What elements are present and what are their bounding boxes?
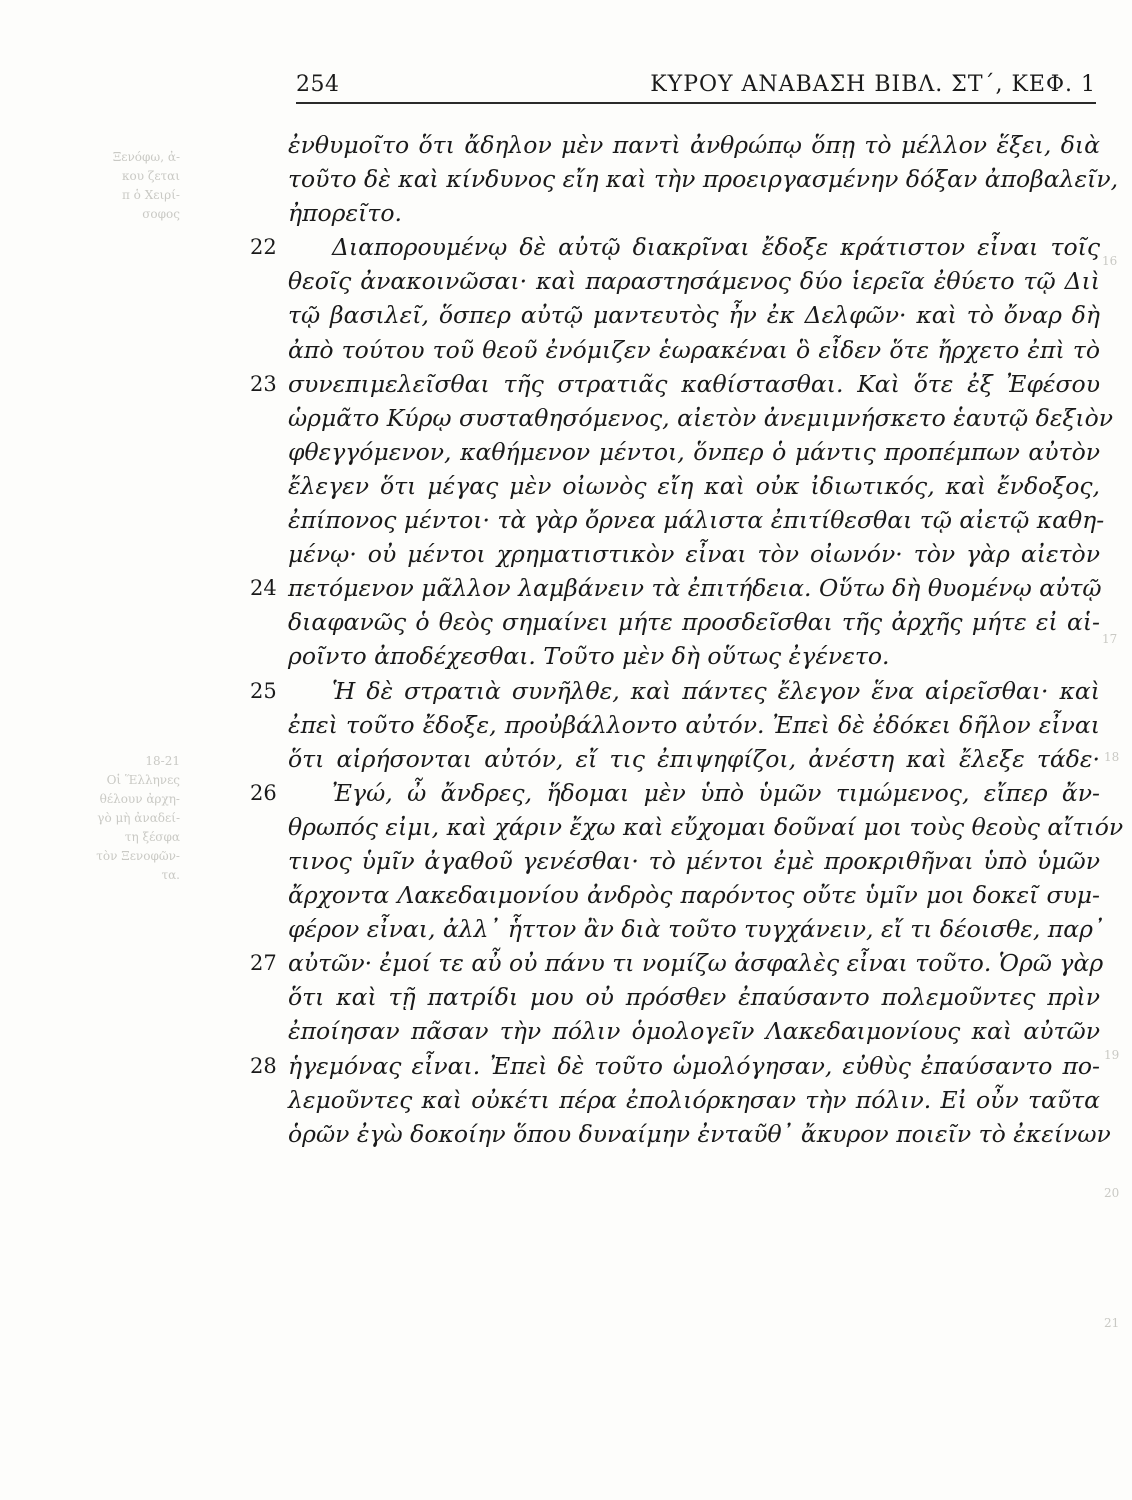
line-text: ὅτι καὶ τῇ πατρίδι μου οὐ πρόσθεν ἐπαύσαντο πολεμοῦντες πρὶν xyxy=(288,983,1100,1012)
line-text: λεμοῦντες καὶ οὐκέτι πέρα ἐπολιόρκησαν τὴν πόλιν. Εἰ οὖν ταῦτα xyxy=(288,1085,1100,1114)
line-text: ἐπίπονος μέντοι· τὰ γὰρ ὄρνεα μάλιστα ἐπιτίθεσθαι τῷ αἰετῷ καθη- xyxy=(288,506,1105,535)
text-line xyxy=(0,404,1132,438)
bleed-number: 16 xyxy=(1102,254,1118,268)
margin-note-top: Ξενόφω, ἀ- κου ζεται π ὁ Χειρί- σοφος xyxy=(112,150,180,221)
running-header xyxy=(296,68,1096,104)
text-line xyxy=(0,1017,1132,1051)
text-line xyxy=(0,1120,1132,1154)
text-line xyxy=(0,506,1132,540)
text-line xyxy=(0,711,1132,745)
section-number: 27 xyxy=(250,951,277,976)
line-text: ἠπορεῖτο. xyxy=(288,199,402,228)
text-line xyxy=(0,370,1132,404)
text-line xyxy=(0,779,1132,813)
line-text: θεοῖς ἀνακοινῶσαι· καὶ παραστησάμενος δύο ἱερεῖα ἐθύετο τῷ Διὶ xyxy=(288,267,1100,296)
text-line xyxy=(0,949,1132,983)
body-text xyxy=(0,131,1132,1154)
text-line xyxy=(0,301,1132,335)
section-number: 24 xyxy=(250,576,277,601)
text-line xyxy=(0,199,1132,233)
running-title: ΚΥΡΟΥ ΑΝΑΒΑΣΗ ΒΙΒΛ. ΣΤ΄, ΚΕΦ. 1 xyxy=(650,72,1096,97)
line-text: συνεπιμελεῖσθαι τῆς στρατιᾶς καθίστασθαι. Καὶ ὅτε ἐξ Ἐφέσου xyxy=(288,369,1100,398)
bleed-number: 20 xyxy=(1104,1186,1120,1200)
line-text: φθεγγόμενον, καθήμενον μέντοι, ὅνπερ ὁ μάντις προπέμπων αὐτὸν xyxy=(288,437,1100,466)
text-line xyxy=(0,677,1132,711)
line-text: θρωπός εἰμι, καὶ χάριν ἔχω καὶ εὔχομαι δοῦναί μοι τοὺς θεοὺς αἴτιόν xyxy=(288,812,1124,841)
text-line xyxy=(0,608,1132,642)
text-line xyxy=(0,233,1132,267)
section-number: 23 xyxy=(250,371,277,396)
line-text: ὅτι αἱρήσονται αὐτόν, εἴ τις ἐπιψηφίζοι, ἀνέστη καὶ ἔλεξε τάδε· xyxy=(288,744,1100,773)
line-text: ἡγεμόνας εἶναι. Ἐπεὶ δὲ τοῦτο ὡμολόγησαν, εὐθὺς ἐπαύσαντο πο- xyxy=(288,1051,1100,1080)
line-text: ὁρῶν ἐγὼ δοκοίην ὅπου δυναίμην ἐνταῦθ᾽ ἄκυρον ποιεῖν τὸ ἐκείνων xyxy=(288,1119,1111,1148)
section-number: 25 xyxy=(250,678,277,703)
text-line xyxy=(0,165,1132,199)
text-line xyxy=(0,847,1132,881)
line-text: φέρον εἶναι, ἀλλ᾽ ἧττον ἂν διὰ τοῦτο τυγχάνειν, εἴ τι δέοισθε, παρ᾽ xyxy=(288,915,1105,944)
text-line xyxy=(0,642,1132,676)
line-text: πετόμενον μᾶλλον λαμβάνειν τὰ ἐπιτήδεια. Οὕτω δὴ θυομένῳ αὐτῷ xyxy=(288,574,1102,603)
bleed-number: 17 xyxy=(1102,632,1118,646)
line-text: Ἐγώ, ὦ ἄνδρες, ἥδομαι μὲν ὑπὸ ὑμῶν τιμώμενος, εἴπερ ἄν- xyxy=(332,778,1100,807)
bleed-number: 19 xyxy=(1104,1048,1120,1062)
text-line xyxy=(0,745,1132,779)
text-line xyxy=(0,915,1132,949)
line-text: ἄρχοντα Λακεδαιμονίου ἀνδρὸς παρόντος οὔτε ὑμῖν μοι δοκεῖ συμ- xyxy=(288,881,1100,910)
line-text: ἐποίησαν πᾶσαν τὴν πόλιν ὁμολογεῖν Λακεδαιμονίους καὶ αὐτῶν xyxy=(288,1017,1100,1046)
text-line xyxy=(0,267,1132,301)
bleed-number: 18 xyxy=(1104,750,1120,764)
line-text: μένῳ· οὐ μέντοι χρηματιστικὸν εἶναι τὸν οἰωνόν· τὸν γὰρ αἰετὸν xyxy=(288,540,1100,569)
text-line xyxy=(0,983,1132,1017)
margin-note-middle: 18-21 Οἱ Ἕλληνες θέλουν ἀρχη- γὸ μὴ ἀναδεί- τη ξέσφα τὸν Ξενοφῶν- τα. xyxy=(96,754,180,882)
line-text: τοῦτο δὲ καὶ κίνδυνος εἴη καὶ τὴν προειργασμένην δόξαν ἀποβαλεῖν, xyxy=(288,165,1119,194)
text-line xyxy=(0,336,1132,370)
section-number: 28 xyxy=(250,1053,277,1078)
text-line xyxy=(0,1086,1132,1120)
line-text: αὐτῶν· ἐμοί τε αὖ οὐ πάνυ τι νομίζω ἀσφαλὲς εἶναι τοῦτο. Ὁρῶ γὰρ xyxy=(288,949,1104,978)
line-text: ἀπὸ τούτου τοῦ θεοῦ ἐνόμιζεν ἑωρακέναι ὃ εἶδεν ὅτε ἤρχετο ἐπὶ τὸ xyxy=(288,335,1100,364)
line-text: ἔλεγεν ὅτι μέγας μὲν οἰωνὸς εἴη καὶ οὐκ ἰδιωτικός, καὶ ἔνδοξος, xyxy=(288,471,1100,500)
line-text: Ἡ δὲ στρατιὰ συνῆλθε, καὶ πάντες ἔλεγον ἕνα αἱρεῖσθαι· καὶ xyxy=(332,676,1100,705)
text-line xyxy=(0,813,1132,847)
line-text: τῷ βασιλεῖ, ὅσπερ αὐτῷ μαντευτὸς ἦν ἐκ Δελφῶν· καὶ τὸ ὄναρ δὴ xyxy=(288,301,1100,330)
line-text: Διαπορουμένῳ δὲ αὐτῷ διακρῖναι ἔδοξε κράτιστον εἶναι τοῖς xyxy=(332,233,1100,262)
line-text: ἐνθυμοῖτο ὅτι ἄδηλον μὲν παντὶ ἀνθρώπῳ ὅπῃ τὸ μέλλον ἕξει, διὰ xyxy=(288,131,1100,159)
line-text: ὡρμᾶτο Κύρῳ συσταθησόμενος, αἰετὸν ἀνεμιμνήσκετο ἑαυτῷ δεξιὸν xyxy=(288,403,1114,432)
section-number: 22 xyxy=(250,235,277,260)
bleed-number: 21 xyxy=(1104,1316,1120,1330)
text-line xyxy=(0,472,1132,506)
text-line xyxy=(0,540,1132,574)
text-line xyxy=(0,438,1132,472)
page-number: 254 xyxy=(296,72,340,97)
text-line xyxy=(0,881,1132,915)
line-text: ἐπεὶ τοῦτο ἔδοξε, προὐβάλλοντο αὐτόν. Ἐπεὶ δὲ ἐδόκει δῆλον εἶναι xyxy=(288,710,1100,739)
text-line xyxy=(0,574,1132,608)
section-number: 26 xyxy=(250,780,277,805)
text-line xyxy=(0,1052,1132,1086)
text-line xyxy=(0,131,1132,165)
line-text: τινος ὑμῖν ἀγαθοῦ γενέσθαι· τὸ μέντοι ἐμὲ προκριθῆναι ὑπὸ ὑμῶν xyxy=(288,846,1100,875)
line-text: διαφανῶς ὁ θεὸς σημαίνει μήτε προσδεῖσθαι τῆς ἀρχῆς μήτε εἰ αἱ- xyxy=(288,608,1100,637)
line-text: ροῖντο ἀποδέχεσθαι. Τοῦτο μὲν δὴ οὕτως ἐγένετο. xyxy=(288,642,890,671)
